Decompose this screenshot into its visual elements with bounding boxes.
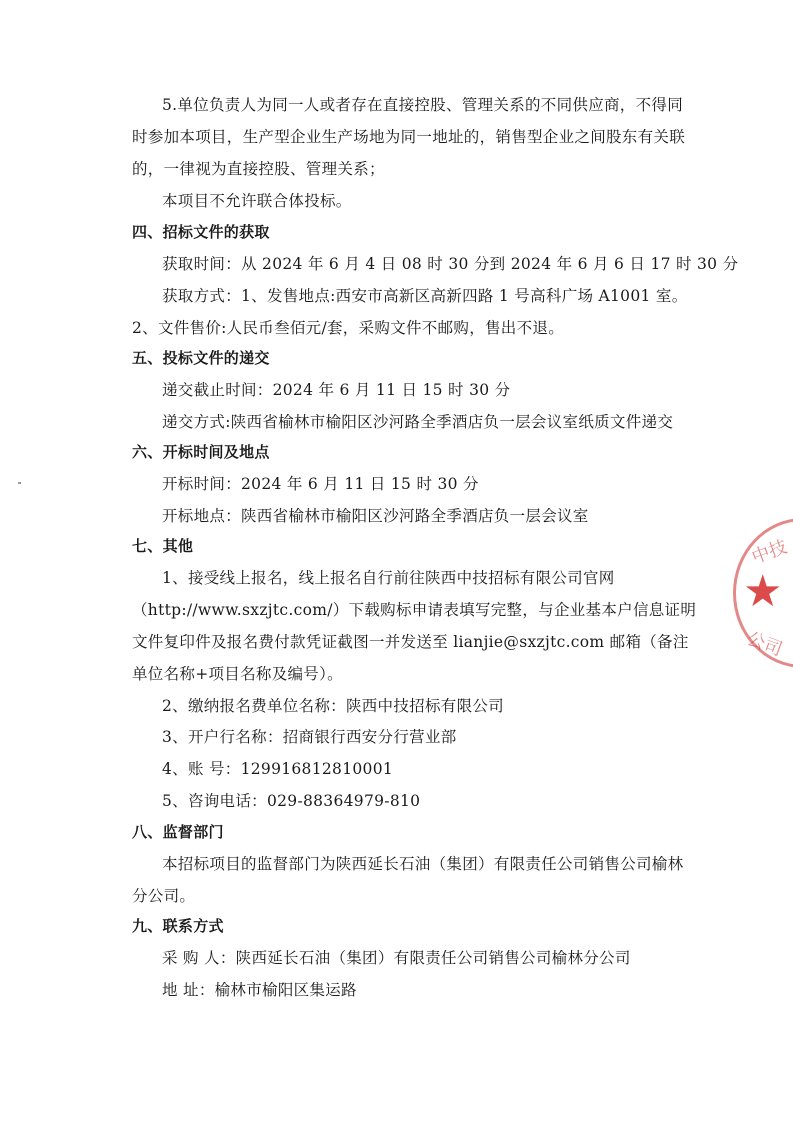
section-heading: 四、招标文件的获取	[132, 223, 270, 241]
paragraph-line: （http://www.sxzjtc.com/）下载购标申请表填写完整，与企业基本户信息证明	[132, 601, 697, 619]
paragraph-line: 的，一律视为直接控股、管理关系；	[132, 160, 385, 178]
paragraph-line: 1、接受线上报名，线上报名自行前往陕西中技招标有限公司官网	[162, 569, 615, 587]
section-heading: 八、监督部门	[132, 823, 224, 841]
paragraph-line: 2、文件售价:人民币叁佰元/套，采购文件不邮购，售出不退。	[132, 319, 565, 337]
paragraph-line: 获取方式：1、发售地点:西安市高新区高新四路 1 号高科广场 A1001 室。	[162, 287, 688, 305]
section-heading: 五、投标文件的递交	[132, 349, 270, 367]
paragraph-line: 单位名称+项目名称及编号）。	[132, 665, 343, 683]
paragraph-line: 采 购 人：陕西延长石油（集团）有限责任公司销售公司榆林分公司	[162, 949, 631, 967]
section-heading: 六、开标时间及地点	[132, 443, 270, 461]
paragraph-line: 本招标项目的监督部门为陕西延长石油（集团）有限责任公司销售公司榆林	[162, 855, 684, 873]
paragraph-line: 递交方式:陕西省榆林市榆阳区沙河路全季酒店负一层会议室纸质文件递交	[162, 413, 674, 431]
section-heading: 九、联系方式	[132, 917, 224, 935]
paragraph-line: 2、缴纳报名费单位名称：陕西中技招标有限公司	[162, 697, 504, 715]
paragraph-line: 5、咨询电话：029-88364979-810	[162, 792, 421, 810]
paragraph-line: 4、账 号：129916812810001	[162, 760, 394, 778]
paragraph-line: 开标时间：2024 年 6 月 11 日 15 时 30 分	[162, 475, 479, 493]
paragraph-line: 3、开户行名称：招商银行西安分行营业部	[162, 728, 457, 746]
seal-text-top: 中技	[749, 536, 791, 569]
paragraph-line: 本项目不允许联合体投标。	[162, 192, 352, 210]
seal-star-icon: ★	[743, 566, 783, 617]
section-heading: 七、其他	[132, 537, 194, 555]
paragraph-line: 时参加本项目，生产型企业生产场地为同一地址的，销售型企业之间股东有关联	[132, 128, 686, 146]
seal-text-bottom: 公司	[743, 628, 785, 661]
paragraph-line: 地 址：榆林市榆阳区集运路	[162, 981, 357, 999]
paragraph-line: 文件复印件及报名费付款凭证截图一并发送至 lianjie@sxzjtc.com 邮箱（备注	[132, 633, 689, 651]
paragraph-line: 递交截止时间：2024 年 6 月 11 日 15 时 30 分	[162, 381, 511, 399]
paragraph-line: 分公司。	[132, 887, 196, 905]
paragraph-line: 开标地点：陕西省榆林市榆阳区沙河路全季酒店负一层会议室	[162, 507, 589, 525]
paragraph-line: 获取时间：从 2024 年 6 月 4 日 08 时 30 分到 2024 年 6 月 6 日 17 时 30 分	[162, 255, 739, 273]
scan-speck	[18, 482, 21, 484]
paragraph-line: 5.单位负责人为同一人或者存在直接控股、管理关系的不同供应商，不得同	[162, 96, 683, 114]
